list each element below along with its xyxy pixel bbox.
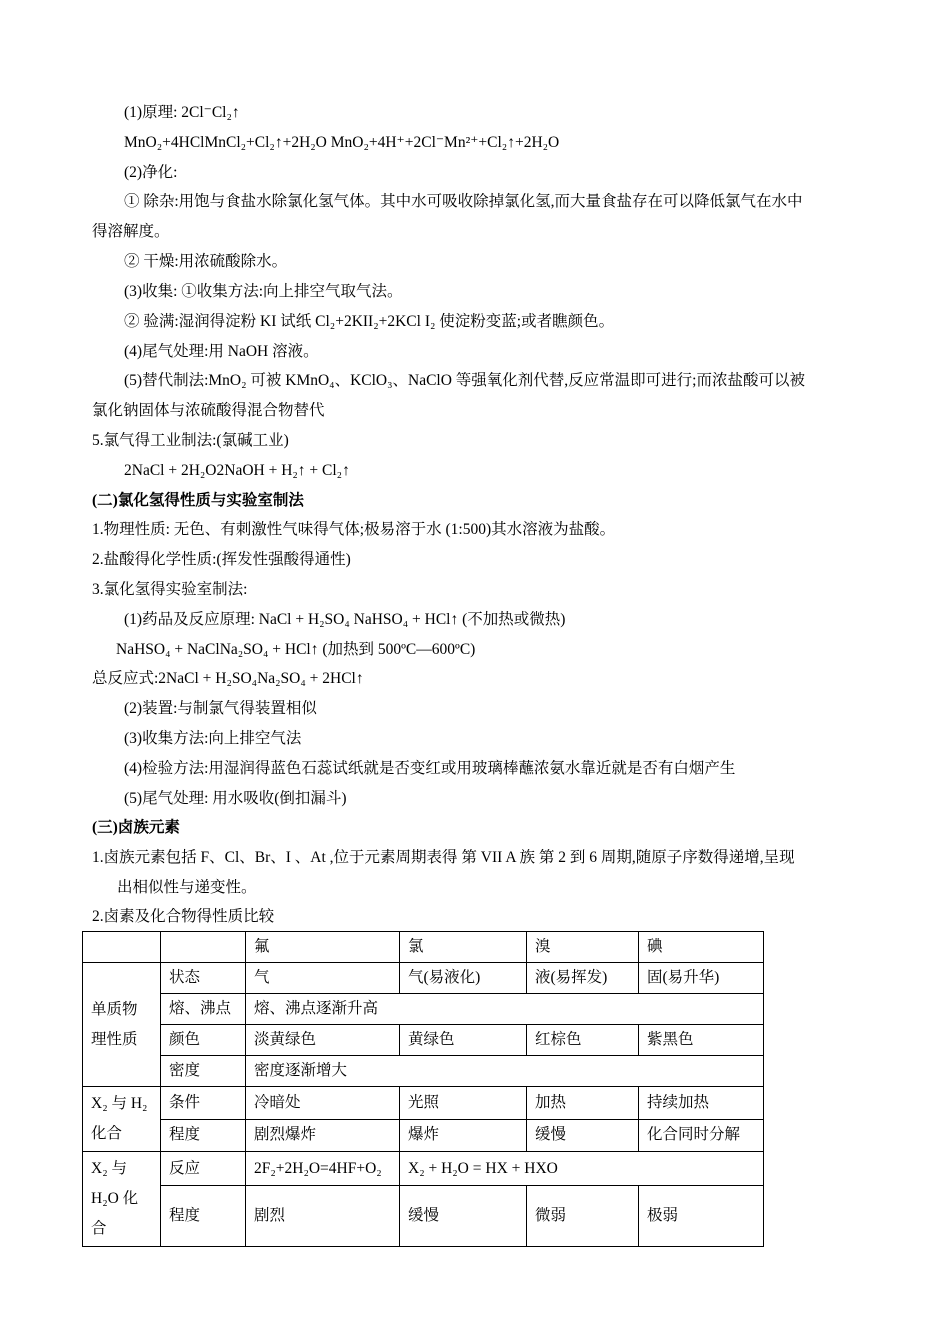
line-impurity-removal-cont: 得溶解度。	[92, 223, 170, 240]
table-row	[83, 1152, 764, 1186]
line-purify-heading: (2)净化:	[124, 164, 178, 181]
table-cell: 黄绿色	[400, 1025, 527, 1056]
table-row	[83, 1056, 764, 1087]
table-header-chlorine: 氯	[400, 932, 527, 963]
line-alternative-cont: 氯化钠固体与浓硫酸得混合物替代	[92, 402, 325, 419]
table-header-fluorine: 氟	[246, 932, 400, 963]
table-row	[83, 1119, 764, 1152]
section-heading-hcl: (二)氯化氢得性质与实验室制法	[92, 492, 304, 509]
row-label-color: 颜色	[161, 1025, 246, 1056]
table-cell: 缓慢	[527, 1119, 639, 1152]
table-cell: 剧烈爆炸	[246, 1119, 400, 1152]
line-physical-properties: 1.物理性质: 无色、有刺激性气味得气体;极易溶于水 (1:500)其水溶液为盐酸。	[92, 521, 616, 538]
table-cell: X₂ + H₂O = HX + HXO	[400, 1152, 764, 1186]
line-impurity-removal: ① 除杂:用饱与食盐水除氯化氢气体。其中水可吸收除掉氯化氢,而大量食盐存在可以降低氯气在水中	[124, 193, 803, 210]
table-header-iodine: 碘	[639, 932, 764, 963]
row-label-melting-point: 熔、沸点	[161, 994, 246, 1025]
line-drying: ② 干燥:用浓硫酸除水。	[124, 253, 288, 270]
table-row	[83, 963, 764, 994]
line-test-method: (4)检验方法:用湿润得蓝色石蕊试纸就是否变红或用玻璃棒蘸浓氨水靠近就是否有白烟产生	[124, 760, 736, 777]
halogen-comparison-table	[82, 931, 764, 1247]
table-cell: 红棕色	[527, 1025, 639, 1056]
table-cell: 光照	[400, 1087, 527, 1120]
row-label-reaction: 反应	[161, 1152, 246, 1186]
line-chemical-properties: 2.盐酸得化学性质:(挥发性强酸得通性)	[92, 551, 351, 568]
table-cell: 爆炸	[400, 1119, 527, 1152]
table-cell: 微弱	[527, 1186, 639, 1247]
line-equation-mno2: MnO₂+4HClMnCl₂+Cl₂↑+2H₂O MnO₂+4H⁺+2Cl⁻Mn²⁺+Cl₂↑+2H₂O	[124, 134, 560, 151]
table-row	[83, 1025, 764, 1056]
line-reaction-2: NaHSO₄ + NaClNa₂SO₄ + HCl↑ (加热到 500ºC—600ºC)	[116, 641, 476, 658]
row-label-density: 密度	[161, 1056, 246, 1087]
table-row	[83, 1087, 764, 1120]
table-cell: 冷暗处	[246, 1087, 400, 1120]
line-tail-gas: (4)尾气处理:用 NaOH 溶液。	[124, 343, 319, 360]
section-heading-halogens: (三)卤族元素	[92, 819, 180, 836]
line-alternative: (5)替代制法:MnO₂ 可被 KMnO₄、KClO₃、NaClO 等强氧化剂代替,反应常温即可进行;而浓盐酸可以被	[124, 372, 805, 389]
table-cell: 持续加热	[639, 1087, 764, 1120]
line-halogen-members: 1.卤族元素包括 F、Cl、Br、I 、At ,位于元素周期表得 第 VII A 族 第 2 到 6 周期,随原子序数得递增,呈现	[92, 849, 795, 866]
table-cell: 缓慢	[400, 1186, 527, 1247]
group-label-physical: 单质物理性质	[83, 963, 161, 1087]
line-collect-method: (3)收集方法:向上排空气法	[124, 730, 302, 747]
table-cell: 化合同时分解	[639, 1119, 764, 1152]
table-cell: 熔、沸点逐渐升高	[246, 994, 764, 1025]
row-label-degree: 程度	[161, 1119, 246, 1152]
table-cell	[161, 932, 246, 963]
line-reagents: (1)药品及反应原理: NaCl + H₂SO₄ NaHSO₄ + HCl↑ (不加热或微热)	[124, 611, 566, 628]
table-row	[83, 994, 764, 1025]
table-header-row	[83, 932, 764, 963]
line-lab-preparation: 3.氯化氢得实验室制法:	[92, 581, 248, 598]
group-label-h2o-combination: X₂ 与 H₂O 化合	[83, 1152, 161, 1247]
table-cell: 密度逐渐增大	[246, 1056, 764, 1087]
line-fullness-test: ② 验满:湿润得淀粉 KI 试纸 Cl₂+2KII₂+2KCl I₂ 使淀粉变蓝;或者瞧颜色。	[124, 313, 615, 330]
line-apparatus: (2)装置:与制氯气得装置相似	[124, 700, 317, 717]
table-cell: 极弱	[639, 1186, 764, 1247]
table-header-bromine: 溴	[527, 932, 639, 963]
line-industrial: 5.氯气得工业制法:(氯碱工业)	[92, 432, 289, 449]
line-halogen-members-cont: 出相似性与递变性。	[117, 879, 257, 896]
table-cell: 液(易挥发)	[527, 963, 639, 994]
table-cell	[83, 932, 161, 963]
table-cell: 剧烈	[246, 1186, 400, 1247]
line-tail-gas-hcl: (5)尾气处理: 用水吸收(倒扣漏斗)	[124, 790, 347, 807]
line-total-reaction: 总反应式:2NaCl + H₂SO₄Na₂SO₄ + 2HCl↑	[92, 670, 364, 687]
table-cell: 气(易液化)	[400, 963, 527, 994]
table-cell: 加热	[527, 1087, 639, 1120]
group-label-h2-combination: X₂ 与 H₂ 化合	[83, 1087, 161, 1152]
table-cell: 淡黄绿色	[246, 1025, 400, 1056]
row-label-state: 状态	[161, 963, 246, 994]
row-label-degree-h2o: 程度	[161, 1186, 246, 1247]
line-principle: (1)原理: 2Cl⁻Cl₂↑	[124, 104, 240, 121]
table-cell: 2F₂+2H₂O=4HF+O₂	[246, 1152, 400, 1186]
line-comparison-title: 2.卤素及化合物得性质比较	[92, 908, 275, 925]
line-industrial-equation: 2NaCl + 2H₂O2NaOH + H₂↑ + Cl₂↑	[124, 462, 350, 479]
table-cell: 固(易升华)	[639, 963, 764, 994]
table-row	[83, 1186, 764, 1247]
table-cell: 紫黑色	[639, 1025, 764, 1056]
table-cell: 气	[246, 963, 400, 994]
row-label-condition: 条件	[161, 1087, 246, 1120]
line-collection: (3)收集: ①收集方法:向上排空气取气法。	[124, 283, 403, 300]
